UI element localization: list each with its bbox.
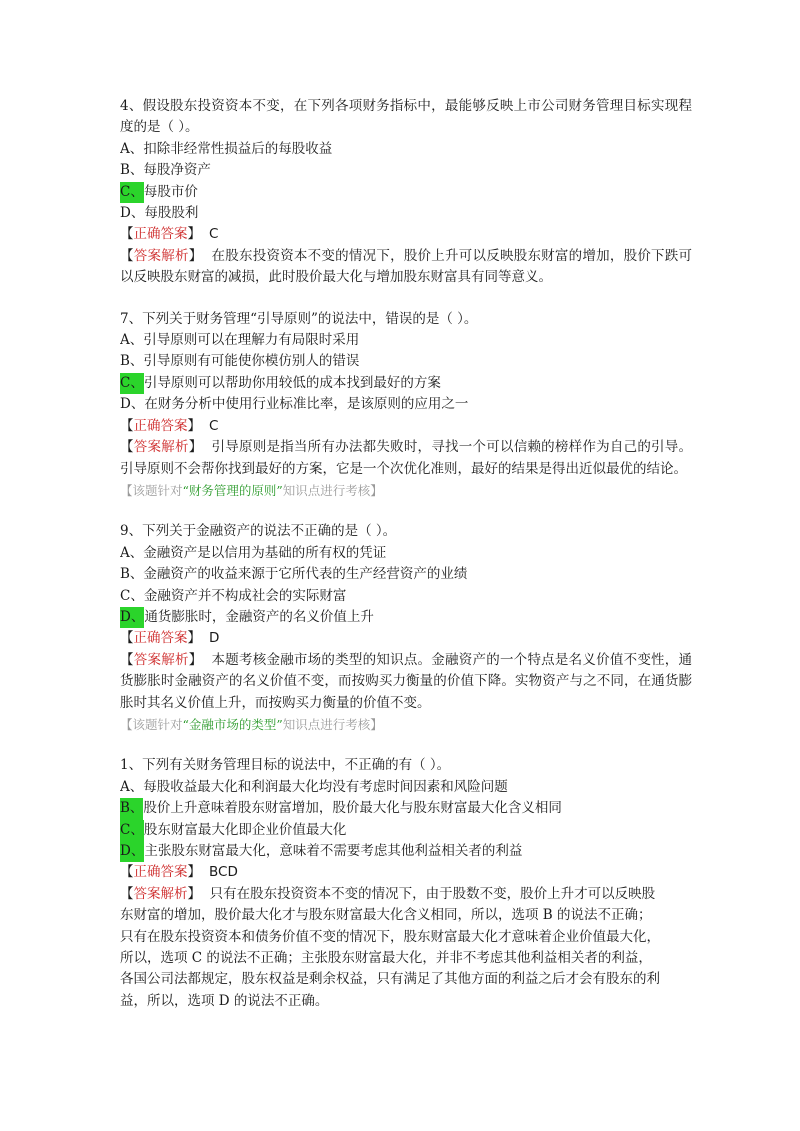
option-key: D、: [120, 396, 145, 413]
analysis-label: 答案解析: [133, 247, 189, 264]
option-text: 在财务分析中使用行业标准比率，是该原则的应用之一: [144, 396, 469, 413]
option-text: 股东财富最大化即企业价值最大化: [143, 821, 347, 838]
option-c[interactable]: [120, 182, 692, 203]
answer-analysis-line-3: 只有在股东投资资本和债务价值不变的情况下，股东财富最大化才意味着企业价值最大化，: [120, 928, 660, 945]
option-text: 每股市价: [143, 183, 198, 200]
correct-answer-label: 正确答案: [133, 417, 188, 434]
answer-analysis-line-4: 所以，选项 C 的说法不正确；主张股东财富最大化，并非不考虑其他利益相关者的利益，: [120, 950, 652, 967]
option-text: 每股收益最大化和利润最大化均没有考虑时间因素和风险问题: [143, 778, 508, 795]
option-key: A、: [120, 544, 144, 561]
option-d[interactable]: [120, 203, 692, 224]
option-text: 股价上升意味着股东财富增加，股价最大化与股东财富最大化含义相同: [143, 800, 562, 817]
analysis-text: 引导原则是指当所有办法都失败时，寻找一个可以信赖的榜样作为自己的引导。引导原则不会帮你找到最好的方案，它是一个次优化准则，最好的结果是得出近似最优的结论。: [120, 439, 693, 477]
option-b[interactable]: [120, 798, 692, 819]
document-page: [120, 96, 692, 1032]
option-text: 引导原则有可能使你模仿别人的错误: [143, 353, 360, 370]
answer-analysis-line-6: 益，所以，选项 D 的说法不正确。: [120, 992, 329, 1009]
question-7: [120, 309, 692, 502]
option-a[interactable]: [120, 543, 692, 564]
answer-analysis-line-1: 【答案解析】 只有在股东投资资本不变的情况下，由于股数不变，股价上升才可以反映股: [120, 885, 656, 902]
question-4: [120, 96, 692, 289]
option-text: 金融资产的收益来源于它所代表的生产经营资产的业绩: [143, 566, 468, 583]
question-stem: 9、下列关于金融资产的说法不正确的是（ ）。: [120, 523, 397, 540]
option-key: B、: [120, 353, 144, 370]
option-key-highlighted: D、: [120, 841, 144, 862]
correct-answer-label: 正确答案: [133, 630, 188, 647]
option-a[interactable]: [120, 330, 692, 351]
correct-answer: 【正确答案】 BCD: [120, 864, 238, 881]
option-text: 每股净资产: [143, 162, 211, 179]
correct-answer: 【正确答案】 C: [120, 226, 219, 243]
option-key: D、: [120, 205, 145, 222]
option-text: 通货膨胀时，金融资产的名义价值上升: [144, 608, 374, 625]
answer-analysis: 【答案解析】 引导原则是指当所有办法都失败时，寻找一个可以信赖的榜样作为自己的引导。引导原则不会帮你找到最好的方案，它是一个次优化准则，最好的结果是得出近似最优的结论。: [120, 439, 693, 477]
question-stem: 4、假设股东投资资本不变，在下列各项财务指标中，最能够反映上市公司财务管理目标实现程度的是（ ）。: [120, 98, 692, 136]
answer-analysis: 【答案解析】 本题考核金融市场的类型的知识点。金融资产的一个特点是名义价值不变性，通货膨胀时金融资产的名义价值不变，而按购买力衡量的价值下降。实物资产与之不同，在通货膨胀时其名义价值上升，而按购买力衡量的价值不变。: [120, 651, 693, 711]
knowledge-point-note: 【该题针对“财务管理的原则”知识点进行考核】: [120, 482, 383, 498]
correct-answer-value: BCD: [209, 864, 238, 881]
option-key: A、: [120, 140, 144, 157]
option-text: 引导原则可以在理解力有局限时采用: [143, 332, 360, 349]
option-key: A、: [120, 778, 144, 795]
knowledge-point-topic: “财务管理的原则”: [182, 482, 283, 498]
analysis-label: 答案解析: [133, 651, 189, 668]
analysis-text: 只有在股东投资资本不变的情况下，由于股数不变，股价上升才可以反映股: [209, 885, 656, 902]
option-b[interactable]: [120, 160, 692, 181]
answer-analysis-line-5: 各国公司法都规定，股东权益是剩余权益，只有满足了其他方面的利益之后才会有股东的利: [120, 971, 660, 988]
option-key-highlighted: D、: [120, 607, 144, 628]
option-key-highlighted: C、: [120, 820, 144, 841]
question-1: [120, 755, 692, 1012]
analysis-text: 本题考核金融市场的类型的知识点。金融资产的一个特点是名义价值不变性，通货膨胀时金融资产的名义价值不变，而按购买力衡量的价值下降。实物资产与之不同，在通货膨胀时其名义价值上升，而按购买力衡量的价值不变。: [120, 651, 693, 711]
option-b[interactable]: [120, 351, 692, 372]
answer-analysis: 【答案解析】 在股东投资资本不变的情况下，股价上升可以反映股东财富的增加，股价下跌可以反映股东财富的减损，此时股价最大化与增加股东财富具有同等意义。: [120, 247, 693, 286]
option-text: 金融资产并不构成社会的实际财富: [143, 587, 347, 604]
option-text: 金融资产是以信用为基础的所有权的凭证: [143, 544, 387, 561]
knowledge-point-topic: “金融市场的类型”: [182, 716, 283, 732]
option-d[interactable]: [120, 607, 692, 628]
question-stem: 7、下列关于财务管理“引导原则”的说法中，错误的是（ ）。: [120, 310, 478, 327]
question-stem: 1、下列有关财务管理目标的说法中，不正确的有（ ）。: [120, 757, 451, 774]
option-b[interactable]: [120, 564, 692, 585]
option-d[interactable]: [120, 841, 692, 862]
correct-answer-value: D: [209, 630, 220, 647]
correct-answer: 【正确答案】 C: [120, 417, 219, 434]
option-key: B、: [120, 566, 144, 583]
option-a[interactable]: [120, 777, 692, 798]
correct-answer-label: 正确答案: [133, 864, 188, 881]
correct-answer-value: C: [209, 417, 219, 434]
question-9: [120, 521, 692, 735]
option-key-highlighted: C、: [120, 182, 144, 203]
option-text: 主张股东财富最大化，意味着不需要考虑其他利益相关者的利益: [144, 843, 523, 859]
option-c[interactable]: [120, 586, 692, 607]
option-key: C、: [120, 587, 144, 604]
option-key: A、: [120, 332, 144, 349]
option-key-highlighted: C、: [120, 373, 144, 394]
option-c[interactable]: [120, 820, 692, 841]
option-text: 每股股利: [144, 205, 199, 222]
analysis-label: 答案解析: [133, 439, 189, 456]
option-text: 引导原则可以帮助你用较低的成本找到最好的方案: [143, 374, 441, 391]
option-c[interactable]: [120, 373, 692, 394]
option-d[interactable]: [120, 394, 692, 415]
option-key: B、: [120, 162, 144, 179]
correct-answer: 【正确答案】 D: [120, 630, 220, 647]
option-a[interactable]: [120, 139, 692, 160]
correct-answer-label: 正确答案: [133, 226, 188, 243]
analysis-text: 在股东投资资本不变的情况下，股价上升可以反映股东财富的增加，股价下跌可以反映股东财富的减损，此时股价最大化与增加股东财富具有同等意义。: [120, 247, 693, 286]
answer-analysis-line-2: 东财富的增加，股价最大化才与股东财富最大化含义相同，所以，选项 B 的说法不正确；: [120, 907, 652, 924]
correct-answer-value: C: [209, 226, 219, 243]
knowledge-point-note: 【该题针对“金融市场的类型”知识点进行考核】: [120, 716, 383, 732]
option-key-highlighted: B、: [120, 798, 143, 819]
analysis-label: 答案解析: [133, 885, 188, 902]
option-text: 扣除非经常性损益后的每股收益: [143, 140, 333, 157]
